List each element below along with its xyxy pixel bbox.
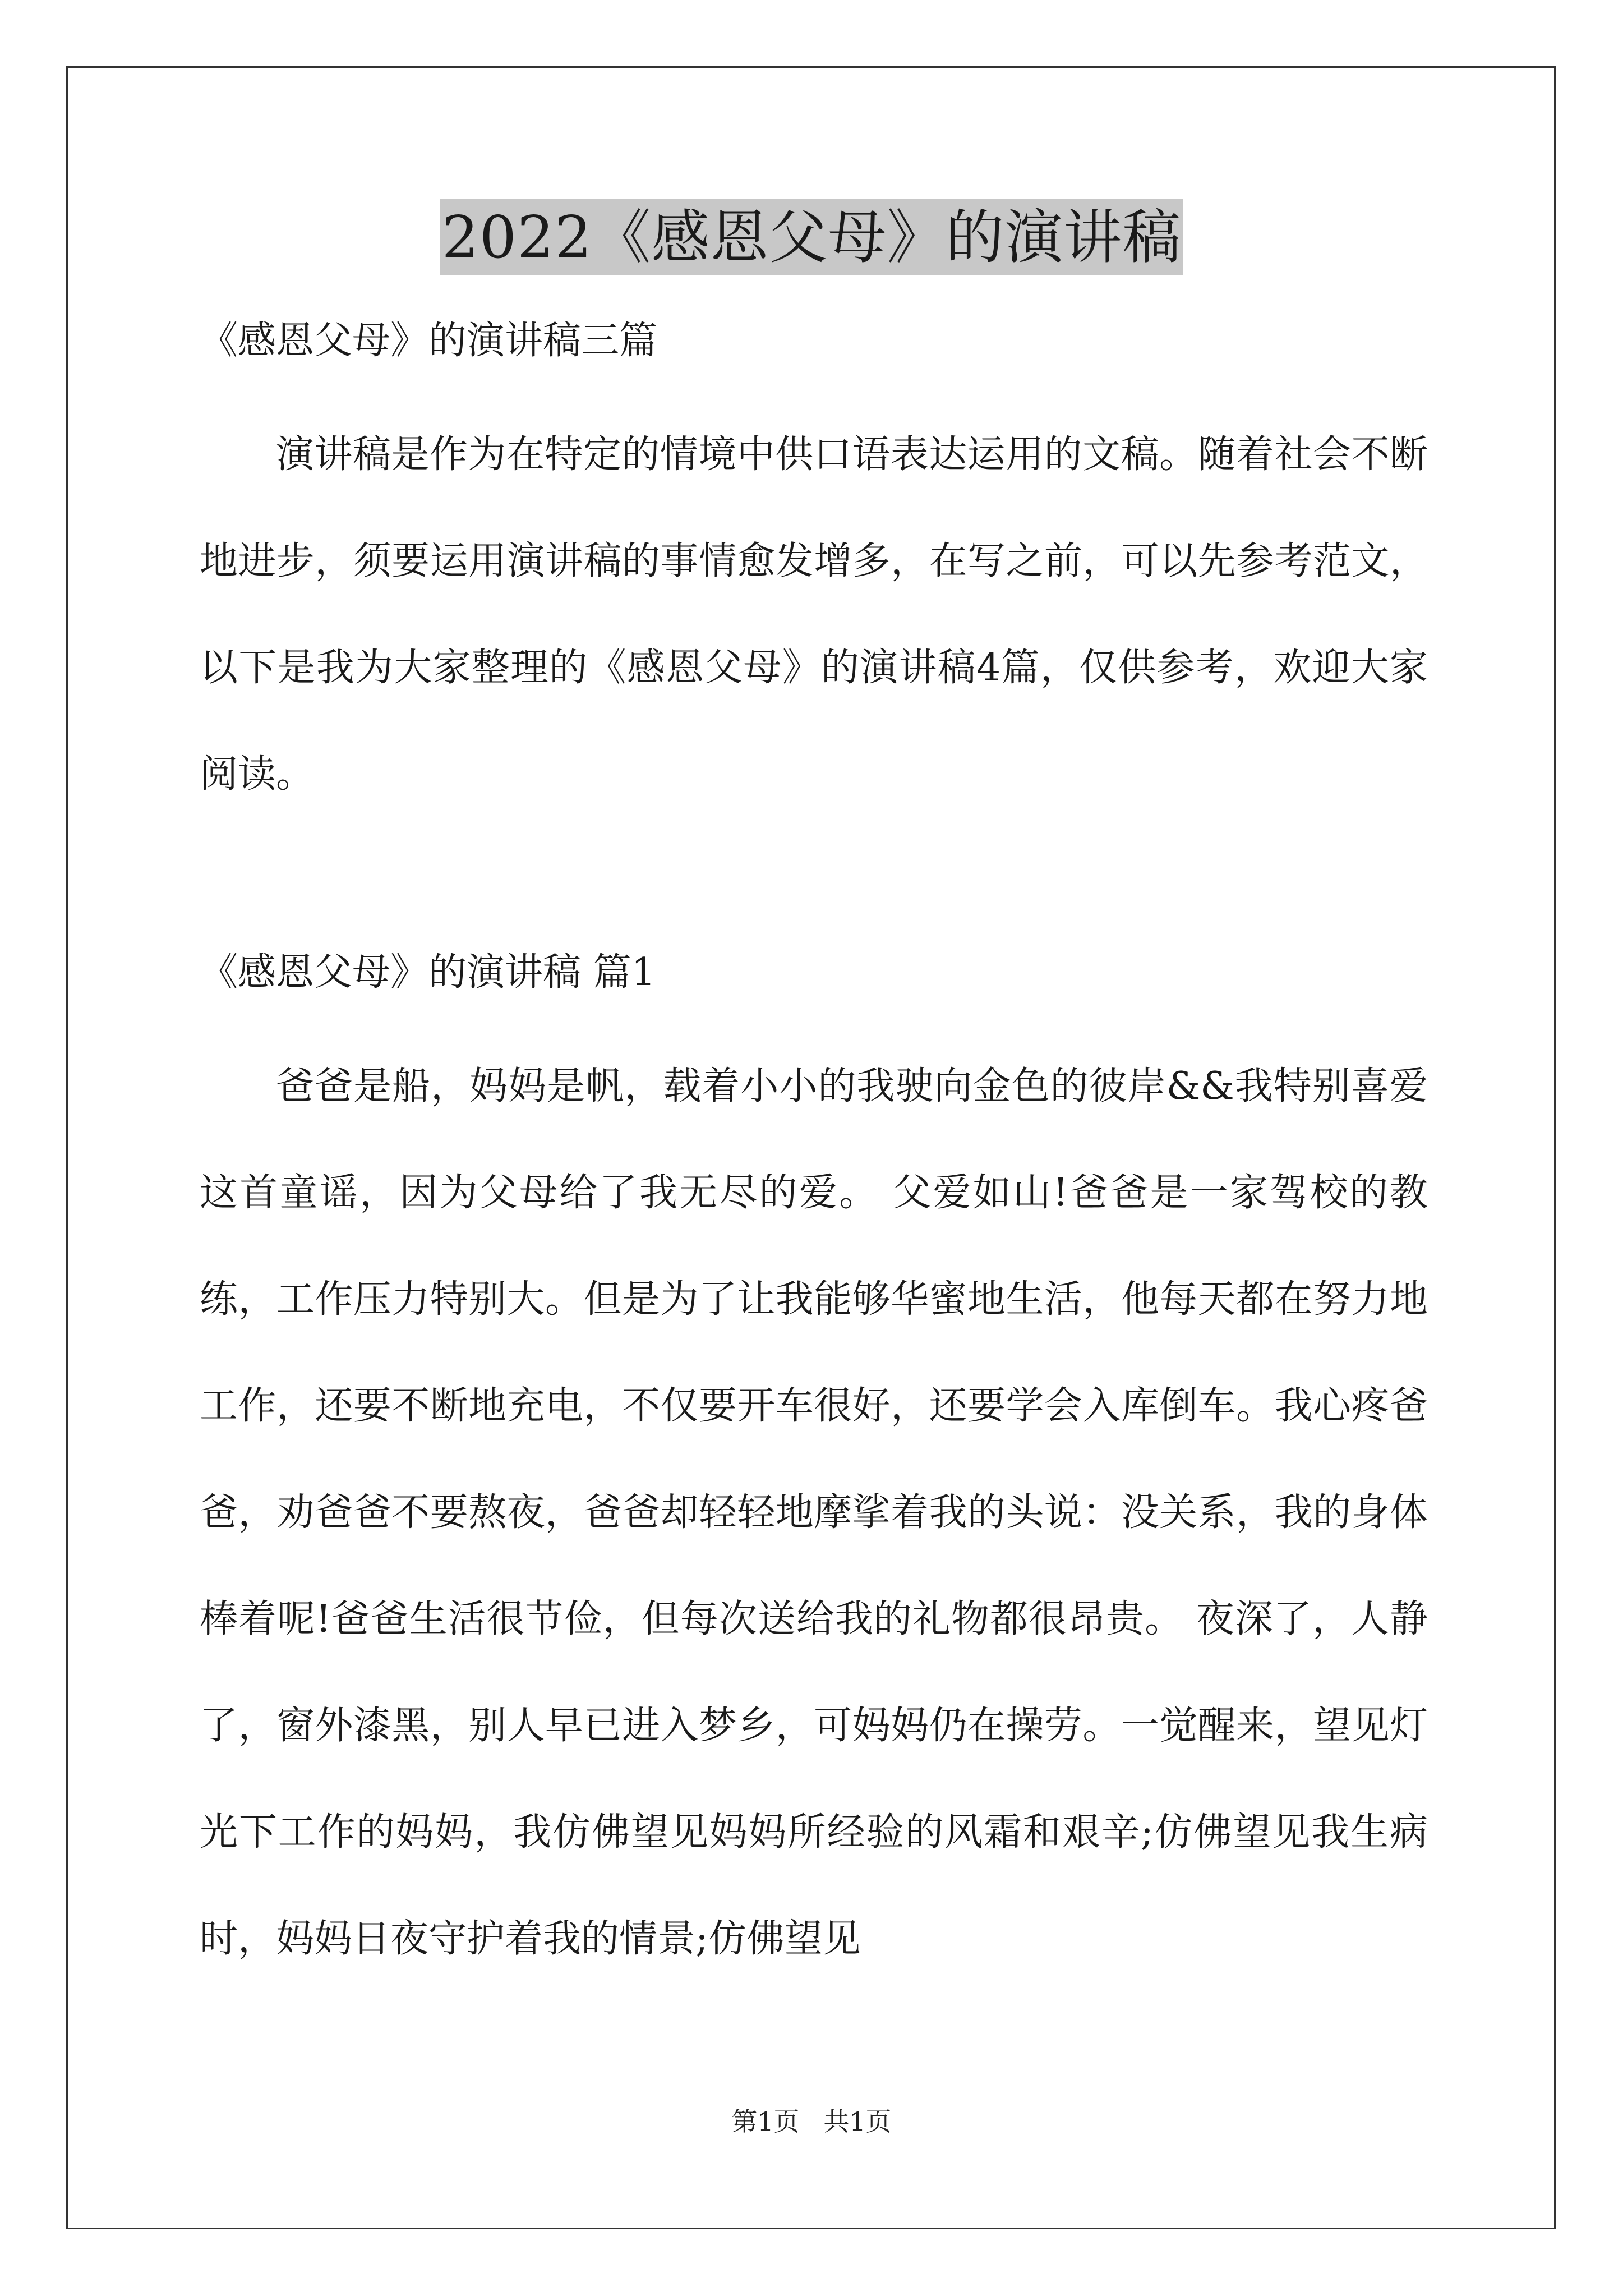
- spacer: [200, 1000, 1428, 1033]
- spacer: [200, 828, 1428, 946]
- document-body: [200, 314, 1428, 1993]
- page-number-total: 共1页: [823, 2106, 892, 2137]
- document-title: 2022《感恩父母》的演讲稿: [440, 199, 1184, 275]
- intro-paragraph: 演讲稿是作为在特定的情境中供口语表达运用的文稿。随着社会不断地进步，须要运用演讲稿的事情愈发增多，在写之前，可以先参考范文，以下是我为大家整理的《感恩父母》的演讲稿4篇，仅供参考，欢迎大家阅读。: [200, 432, 1428, 797]
- title-container: [0, 199, 1623, 275]
- spacer: [200, 368, 1428, 402]
- document-subtitle: 《感恩父母》的演讲稿三篇: [200, 319, 658, 363]
- page-footer: [0, 2105, 1623, 2138]
- section-heading: 《感恩父母》的演讲稿 篇1: [200, 950, 656, 995]
- body-paragraph: 爸爸是船，妈妈是帆，载着小小的我驶向金色的彼岸&&我特别喜爱这首童谣，因为父母给了我无尽的爱。 父爱如山!爸爸是一家驾校的教练，工作压力特别大。但是为了让我能够华蜜地生活，他每天都在努力地工作，还要不断地充电，不仅要开车很好，还要学会入库倒车。我心疼爸爸，劝爸爸不要熬夜，爸爸却轻轻地摩挲着我的头说：没关系，我的身体棒着呢!爸爸生活很节俭，但每次送给我的礼物都很昂贵。 夜深了，人静了，窗外漆黑，别人早已进入梦乡，可妈妈仍在操劳。一觉醒来，望见灯光下工作的妈妈，我仿佛望见妈妈所经验的风霜和艰辛;仿佛望见我生病时，妈妈日夜守护着我的情景;仿佛望见: [200, 1064, 1428, 1961]
- page-number-current: 第1页: [731, 2106, 800, 2137]
